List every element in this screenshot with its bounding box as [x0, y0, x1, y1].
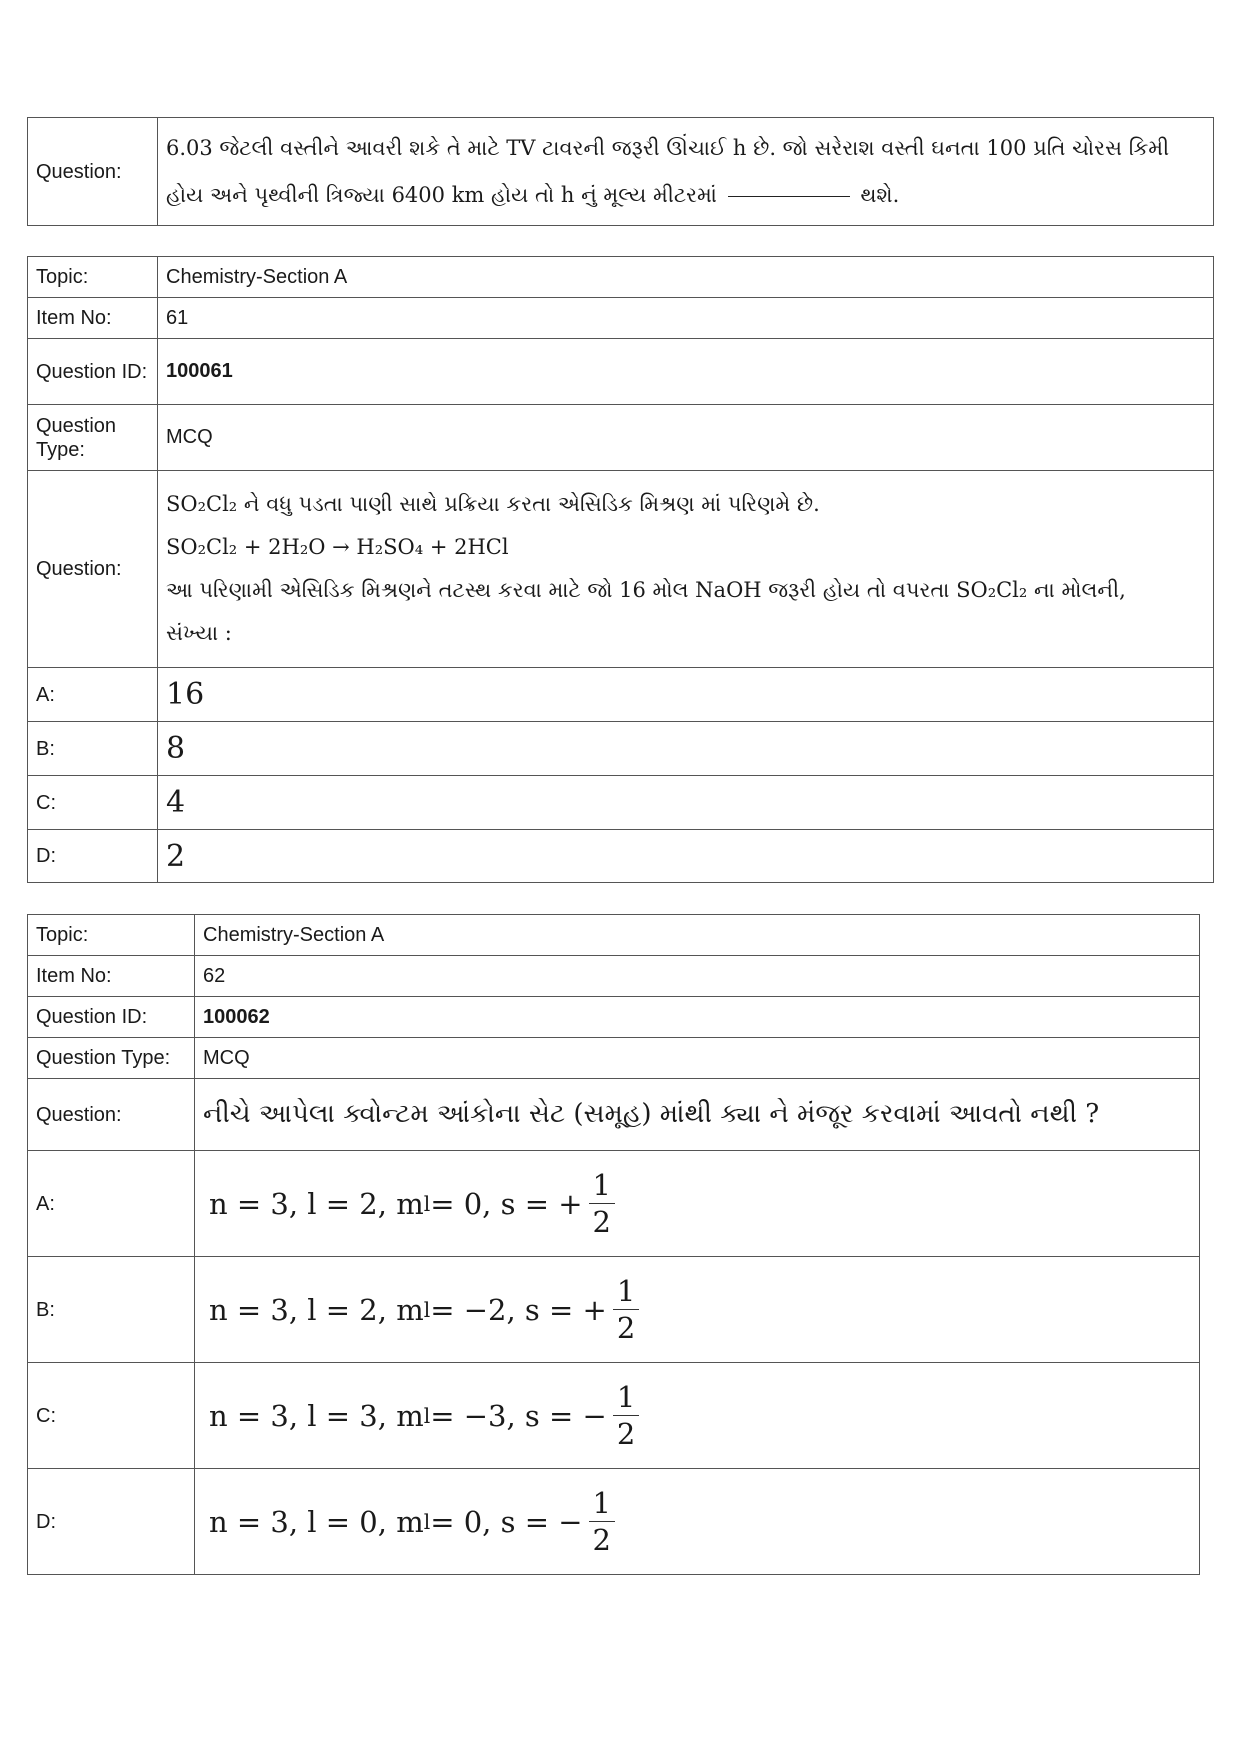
question-text: [158, 471, 1214, 668]
item-62-table: [27, 914, 1200, 1575]
question-text: નીચે આપેલા ક્વોન્ટમ આંકોના સેટ (સમૂહ) માંથી ક્યા ને મંજૂર કરવામાં આવતો નથી ?: [195, 1079, 1200, 1151]
option-row: [28, 1469, 1200, 1575]
question-line-1: 6.03 જેટલી વસ્તીને આવરી શકે તે માટે TV ટાવરની જરૂરી ઊંચાઈ h છે. જો સરેરાશ વસ્તી ઘનતા 100 પ્રતિ ચોરસ કિમી: [166, 135, 1170, 160]
question-id-value: 100061: [158, 339, 1214, 405]
fraction: [589, 1487, 615, 1556]
question-type-label: Question Type:: [28, 405, 158, 471]
option-row: [28, 722, 1214, 776]
option-c-label: C:: [28, 1363, 195, 1469]
question-line-3: [166, 569, 1205, 612]
item-no-value: 62: [195, 956, 1200, 997]
expr-part: = −3, s = −: [430, 1398, 607, 1433]
expr-part: = 0, s = +: [430, 1186, 583, 1221]
option-row: [28, 668, 1214, 722]
option-a-label: A:: [28, 668, 158, 722]
numerator: 1: [613, 1275, 639, 1310]
topic-value: Chemistry-Section A: [195, 915, 1200, 956]
option-d-label: D:: [28, 1469, 195, 1575]
option-a-label: A:: [28, 1151, 195, 1257]
expr-part: n = 3, l = 0, m: [209, 1504, 424, 1539]
subscript: l: [423, 1403, 431, 1428]
option-c-value: 4: [158, 776, 1214, 830]
question-type-label: Question Type:: [28, 1038, 195, 1079]
reaction-equation: SO₂Cl₂ + 2H₂O → H₂SO₄ + 2HCl: [166, 535, 509, 559]
option-b-value: 8: [158, 722, 1214, 776]
question-id-label: Question ID:: [28, 997, 195, 1038]
question-type-row: [28, 1038, 1200, 1079]
quantum-set-expression: [209, 1169, 615, 1238]
question-id-row: [28, 997, 1200, 1038]
topic-value: Chemistry-Section A: [158, 257, 1214, 298]
option-d-value: 2: [158, 830, 1214, 883]
option-row: [28, 830, 1214, 883]
expr-part: n = 3, l = 2, m: [209, 1292, 424, 1327]
question-line-4: સંખ્યા :: [166, 621, 232, 645]
expr-part: n = 3, l = 2, m: [209, 1186, 424, 1221]
option-b-label: B:: [28, 722, 158, 776]
numerator: 1: [589, 1169, 615, 1204]
option-c-label: C:: [28, 776, 158, 830]
quantum-set-expression: [209, 1381, 639, 1450]
question-line-2: [166, 172, 1205, 219]
item-61-table: [27, 256, 1214, 883]
question-line-3-text: આ પરિણામી એસિડિક મિશ્રણને તટસ્થ કરવા માટે જો 16 મોલ NaOH જરૂરી હોય તો વપરતા: [166, 578, 950, 602]
denominator: 2: [592, 1523, 611, 1557]
item-no-value: 61: [158, 298, 1214, 339]
question-type-value: MCQ: [158, 405, 1214, 471]
option-d-value: [195, 1469, 1200, 1575]
question-row: [28, 471, 1214, 668]
fraction: [589, 1169, 615, 1238]
denominator: 2: [592, 1205, 611, 1239]
question-line-1: [166, 483, 1205, 526]
option-c-value: [195, 1363, 1200, 1469]
option-b-label: B:: [28, 1257, 195, 1363]
option-a-value: [195, 1151, 1200, 1257]
denominator: 2: [616, 1417, 636, 1451]
expr-part: = 0, s = −: [430, 1504, 583, 1539]
quantum-set-expression: [209, 1487, 615, 1556]
numerator: 1: [613, 1381, 639, 1416]
question-text: [158, 118, 1214, 226]
option-b-value: [195, 1257, 1200, 1363]
question-type-value: MCQ: [195, 1038, 1200, 1079]
expr-part: = −2, s = +: [430, 1292, 607, 1327]
question-label: Question:: [28, 118, 158, 226]
question-id-value: 100062: [195, 997, 1200, 1038]
option-d-label: D:: [28, 830, 158, 883]
topic-row: [28, 257, 1214, 298]
expr-part: n = 3, l = 3, m: [209, 1398, 424, 1433]
denominator: 2: [616, 1311, 636, 1345]
subscript: l: [423, 1509, 431, 1534]
question-label: Question:: [28, 471, 158, 668]
subscript: l: [423, 1297, 431, 1322]
formula-so2cl2: SO₂Cl₂: [956, 578, 1028, 602]
topic-row: [28, 915, 1200, 956]
question-label: Question:: [28, 1079, 195, 1151]
question-type-row: [28, 405, 1214, 471]
numerator: 1: [589, 1487, 615, 1522]
question-line-2-end: થશે.: [860, 182, 900, 207]
previous-question-table: [27, 117, 1214, 226]
topic-label: Topic:: [28, 257, 158, 298]
question-id-row: [28, 339, 1214, 405]
question-row: [28, 118, 1214, 226]
answer-blank: [728, 195, 850, 197]
fraction: [613, 1381, 639, 1450]
fraction: [613, 1275, 639, 1344]
item-no-row: [28, 298, 1214, 339]
question-line-1-text: ને વધુ પડતા પાણી સાથે પ્રક્રિયા કરતા એસિડિક મિશ્રણ માં પરિણમે છે.: [243, 492, 820, 516]
option-row: [28, 1257, 1200, 1363]
formula-so2cl2: SO₂Cl₂: [166, 492, 238, 516]
option-a-value: 16: [158, 668, 1214, 722]
item-no-label: Item No:: [28, 298, 158, 339]
option-row: [28, 1363, 1200, 1469]
question-row: [28, 1079, 1200, 1151]
subscript: l: [423, 1191, 431, 1216]
quantum-set-expression: [209, 1275, 639, 1344]
option-row: [28, 776, 1214, 830]
question-line-2-start: હોય અને પૃથ્વીની ત્રિજ્યા 6400 km હોય તો h નું મૂલ્ય મીટરમાં: [166, 182, 717, 207]
question-line-3-end: ના મોલની,: [1034, 578, 1126, 602]
question-id-label: Question ID:: [28, 339, 158, 405]
item-no-label: Item No:: [28, 956, 195, 997]
item-no-row: [28, 956, 1200, 997]
option-row: [28, 1151, 1200, 1257]
topic-label: Topic:: [28, 915, 195, 956]
